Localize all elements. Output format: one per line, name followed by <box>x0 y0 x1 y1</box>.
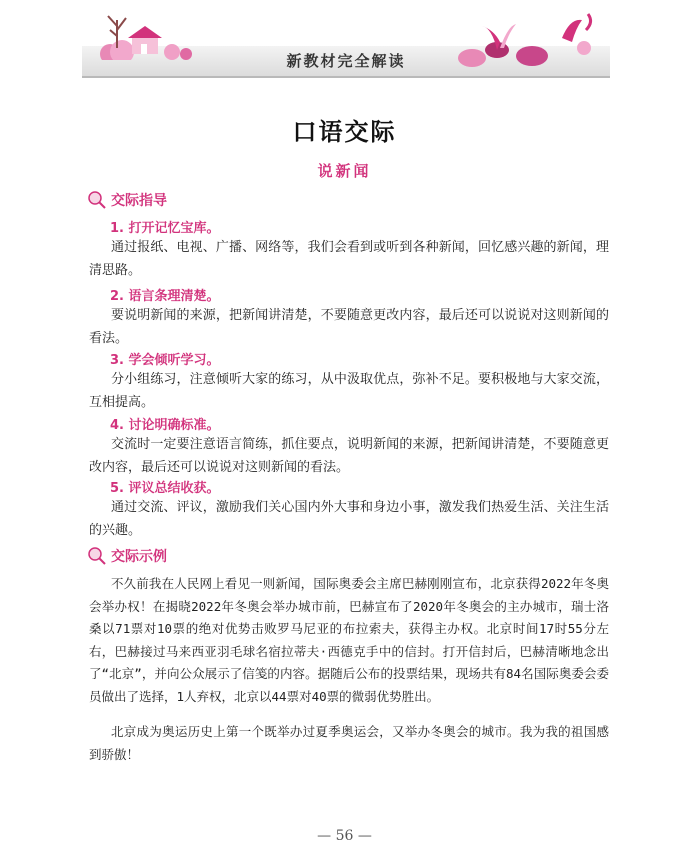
guide-item-text: 交流时一定要注意语言简练，抓住要点，说明新闻的来源，把新闻讲清楚，不要随意更改内容，最后还可以说说对这则新闻的看法。 <box>89 437 609 475</box>
magnifier-icon <box>86 190 108 210</box>
page-subtitle: 说新闻 <box>317 162 372 180</box>
page-title: 口语交际 <box>292 117 397 146</box>
guide-item-text: 要说明新闻的来源，把新闻讲清楚，不要随意更改内容，最后还可以说说对这则新闻的看法。 <box>89 308 609 346</box>
guide-item-heading: 3. 学会倾听学习。 <box>110 353 220 368</box>
magnifier-icon <box>86 546 108 566</box>
page-header <box>82 8 610 78</box>
guide-item-heading: 1. 打开记忆宝库。 <box>110 221 220 236</box>
section-heading-example <box>86 544 167 568</box>
guide-item-text: 通过报纸、电视、广播、网络等，我们会看到或听到各种新闻，回忆感兴趣的新闻，理清思路。 <box>89 240 609 278</box>
example-paragraph: 北京成为奥运历史上第一个既举办过夏季奥运会，又举办冬奥会的城市。我为我的祖国感到骄傲！ <box>89 724 609 762</box>
guide-item-heading: 5. 评议总结收获。 <box>110 481 220 496</box>
example-paragraph: 不久前我在人民网上看见一则新闻，国际奥委会主席巴赫刚刚宣布，北京获得2022年冬奥会举办权！在揭晓2022年冬奥会举办城市前，巴赫宣布了2020年冬奥会的主办城市，瑞士洛桑以71票对10票的绝对优势击败罗马尼亚的布拉索夫，获得主办权。北京时间17时55分左右，巴赫接过马来西亚羽毛球名宿拉蒂夫·西德克手中的信封。打开信封后，巴赫清晰地念出了“北京”，并向公众展示了信笺的内容。据随后公布的投票结果，现场共有84名国际奥委会委员做出了选择，1人弃权，北京以44票对40票的微弱优势胜出。 <box>89 576 609 704</box>
guide-item-heading: 2. 语言条理清楚。 <box>110 289 220 304</box>
header-title: 新教材完全解读 <box>286 52 406 70</box>
section-heading-guide <box>86 188 167 212</box>
page-number: — 56 — <box>317 828 372 844</box>
guide-item-text: 通过交流、评议，激励我们关心国内外大事和身边小事，激发我们热爱生活、关注生活的兴趣。 <box>89 500 609 538</box>
section-heading-label: 交际示例 <box>111 549 167 565</box>
guide-item-text: 分小组练习，注意倾听大家的练习，从中汲取优点，弥补不足。要积极地与大家交流，互相提高。 <box>89 372 609 410</box>
flower-decoration-icon <box>442 8 602 68</box>
section-heading-label: 交际指导 <box>111 193 167 209</box>
guide-item-heading: 4. 讨论明确标准。 <box>110 418 220 433</box>
